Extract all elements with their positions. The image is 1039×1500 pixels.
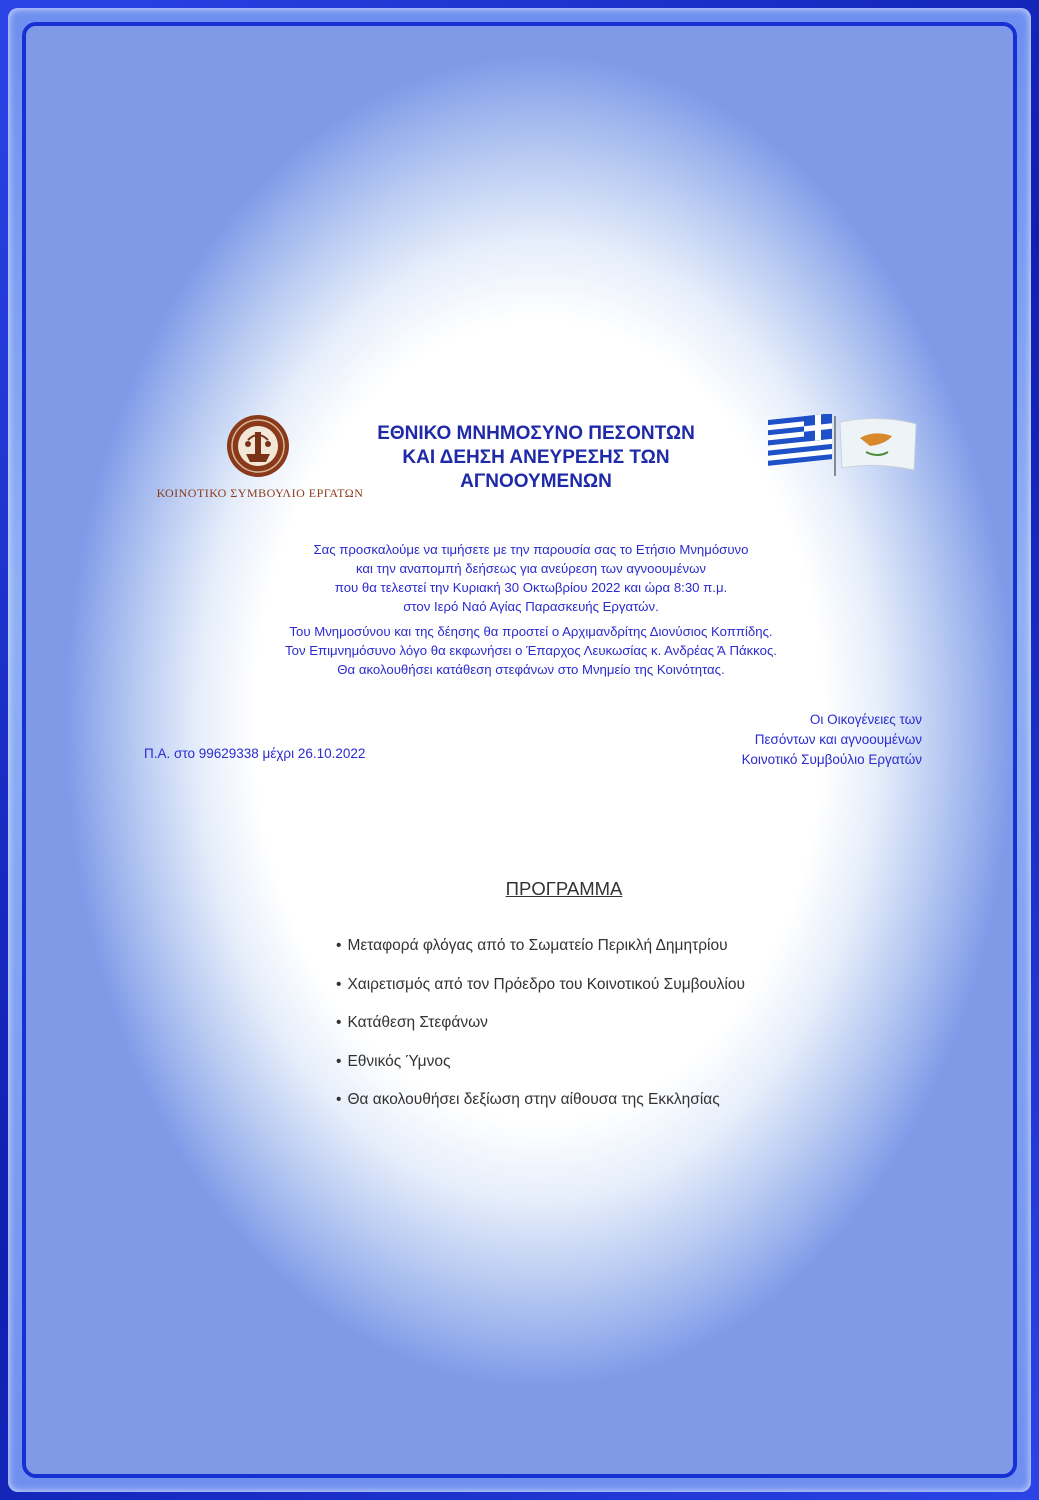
program-list xyxy=(336,936,745,1129)
list-item: • Θα ακολουθήσει δεξίωση στην αίθουσα της Εκκλησίας xyxy=(336,1091,720,1108)
invitation-paragraph-2 xyxy=(186,622,876,679)
signature-line: Οι Οικογένειες των xyxy=(809,712,922,727)
program-item-text: Κατάθεση Στεφάνων xyxy=(347,1014,488,1031)
signature-line: Κοινοτικό Συμβούλιο Εργατών xyxy=(741,752,922,767)
list-item: • Εθνικός Ύμνος xyxy=(336,1052,451,1070)
title-line-3: ΑΓΝΟΟΥΜΕΝΩΝ xyxy=(460,471,612,492)
program-item-text: Μεταφορά φλόγας από το Σωματείο Περικλή Δημητρίου xyxy=(347,937,728,954)
invitation-line: Σας προσκαλούμε να τιμήσετε με την παρουσία σας το Ετήσιο Μνημόσυνο xyxy=(313,542,749,557)
invitation-line: που θα τελεστεί την Κυριακή 30 Οκτωβρίου 2022 και ώρα 8:30 π.μ. xyxy=(334,580,728,595)
program-item-text: Θα ακολουθήσει δεξίωση στην αίθουσα της Εκκλησίας xyxy=(347,1091,720,1108)
signature-line: Πεσόντων και αγνοουμένων xyxy=(754,732,922,747)
program-item-text: Χαιρετισμός από τον Πρόεδρο του Κοινοτικού Συμβουλίου xyxy=(347,975,745,993)
flags-icon xyxy=(768,414,918,478)
signature-block xyxy=(666,710,922,770)
invitation-line: και την αναπομπή δεήσεως για ανεύρεση των αγνοουμένων xyxy=(356,561,706,576)
logo-caption: ΚΟΙΝΟΤΙΚΟ ΣΥΜΒΟΥΛΙΟ ΕΡΓΑΤΩΝ xyxy=(156,486,364,500)
invitation-line: Θα ακολουθήσει κατάθεση στεφάνων στο Μνημείο της Κοινότητας. xyxy=(337,662,725,677)
greek-flag-icon xyxy=(768,414,832,466)
title-line-2: ΚΑΙ ΔΕΗΣΗ ΑΝΕΥΡΕΣΗΣ ΤΩΝ xyxy=(402,447,670,468)
council-seal-icon xyxy=(226,414,290,478)
program-item-text: Εθνικός Ύμνος xyxy=(347,1052,451,1070)
cyprus-flag-icon xyxy=(840,418,916,470)
invitation-line: Τον Επιμνημόσυνο λόγο θα εκφωνήσει ο Έπαρχος Λευκωσίας κ. Ανδρέας Ά Πάκκος. xyxy=(285,643,777,658)
program-title: ΠΡΟΓΡΑΜΜΑ xyxy=(505,878,623,899)
rsvp-contact: Π.Α. στο 99629338 μέχρι 26.10.2022 xyxy=(144,746,366,761)
invitation-line: στον Ιερό Ναό Αγίας Παρασκευής Εργατών. xyxy=(403,599,659,614)
invitation-line: Του Μνημοσύνου και της δέησης θα προστεί ο Αρχιμανδρίτης Διονύσιος Κοππίδης. xyxy=(289,624,773,639)
invitation-paragraph-1 xyxy=(186,540,876,616)
page-title xyxy=(356,422,716,494)
list-item: • Χαιρετισμός από τον Πρόεδρο του Κοινοτικού Συμβουλίου xyxy=(336,975,745,993)
list-item: • Κατάθεση Στεφάνων xyxy=(336,1014,488,1031)
title-line-1: ΕΘΝΙΚΟ ΜΝΗΜΟΣΥΝΟ ΠΕΣΟΝΤΩΝ xyxy=(377,423,695,444)
document-panel xyxy=(22,22,1017,1478)
list-item: • Μεταφορά φλόγας από το Σωματείο Περικλή Δημητρίου xyxy=(336,937,728,954)
